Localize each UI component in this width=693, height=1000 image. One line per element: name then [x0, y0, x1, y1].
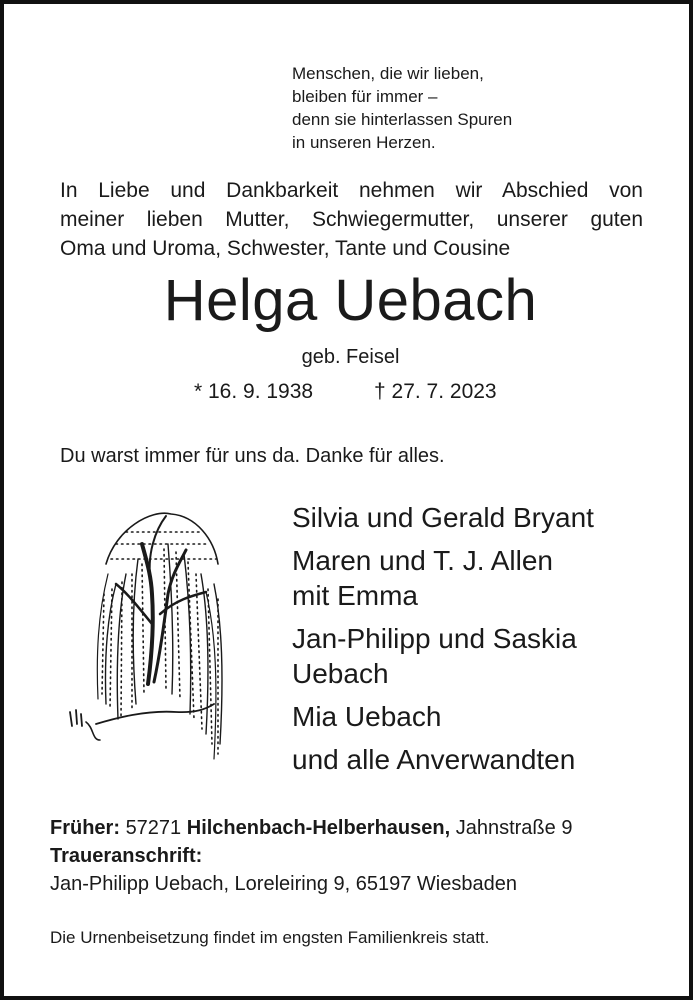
address-block — [50, 814, 572, 898]
mourner-group — [292, 500, 594, 535]
former-street: Jahnstraße 9 — [455, 817, 573, 839]
mourner-line: mit Emma — [292, 580, 418, 611]
mourner-line: und alle Anverwandten — [292, 744, 576, 775]
mourner-line: Jan-Philipp und Saskia — [292, 623, 577, 654]
mourner-line: Mia Uebach — [292, 701, 442, 732]
poem-line: bleiben für immer – — [292, 87, 438, 106]
burial-note: Die Urnenbeisetzung findet im engsten Familienkreis statt. — [50, 928, 490, 947]
death-date: † 27. 7. 2023 — [374, 380, 497, 403]
former-zip: 57271 — [125, 817, 182, 839]
mourner-group — [292, 742, 594, 777]
former-address — [50, 814, 572, 842]
mourner-group — [292, 699, 594, 734]
maiden-name: geb. Feisel — [301, 346, 400, 368]
thanks-text: Du warst immer für uns da. Danke für alles. — [60, 445, 445, 467]
mourner-line: Uebach — [292, 658, 389, 689]
intro-text — [60, 176, 643, 263]
weeping-willow-icon — [56, 504, 256, 774]
former-city: Hilchenbach-Helberhausen, — [186, 817, 451, 839]
mourner-line: Maren und T. J. Allen — [292, 545, 553, 576]
former-label: Früher: — [50, 817, 120, 839]
poem — [292, 62, 512, 154]
poem-line: denn sie hinterlassen Spuren — [292, 110, 513, 129]
poem-line: in unseren Herzen. — [292, 133, 436, 152]
mourning-address-label: Traueranschrift: — [50, 845, 203, 867]
intro-line: In Liebe und Dankbarkeit nehmen wir Abschied von — [60, 179, 643, 202]
intro-line: Oma und Uroma, Schwester, Tante und Cousine — [60, 237, 511, 260]
poem-line: Menschen, die wir lieben, — [292, 64, 484, 83]
intro-line: meiner lieben Mutter, Schwiegermutter, unserer guten — [60, 208, 643, 231]
mourner-group — [292, 543, 594, 613]
mourner-group — [292, 621, 594, 691]
mourner-line: Silvia und Gerald Bryant — [292, 502, 594, 533]
mourners-list — [292, 500, 594, 785]
deceased-name: Helga Uebach — [163, 268, 538, 333]
birth-date: * 16. 9. 1938 — [194, 380, 314, 403]
mourning-address: Jan-Philipp Uebach, Loreleiring 9, 65197 Wiesbaden — [50, 873, 517, 895]
